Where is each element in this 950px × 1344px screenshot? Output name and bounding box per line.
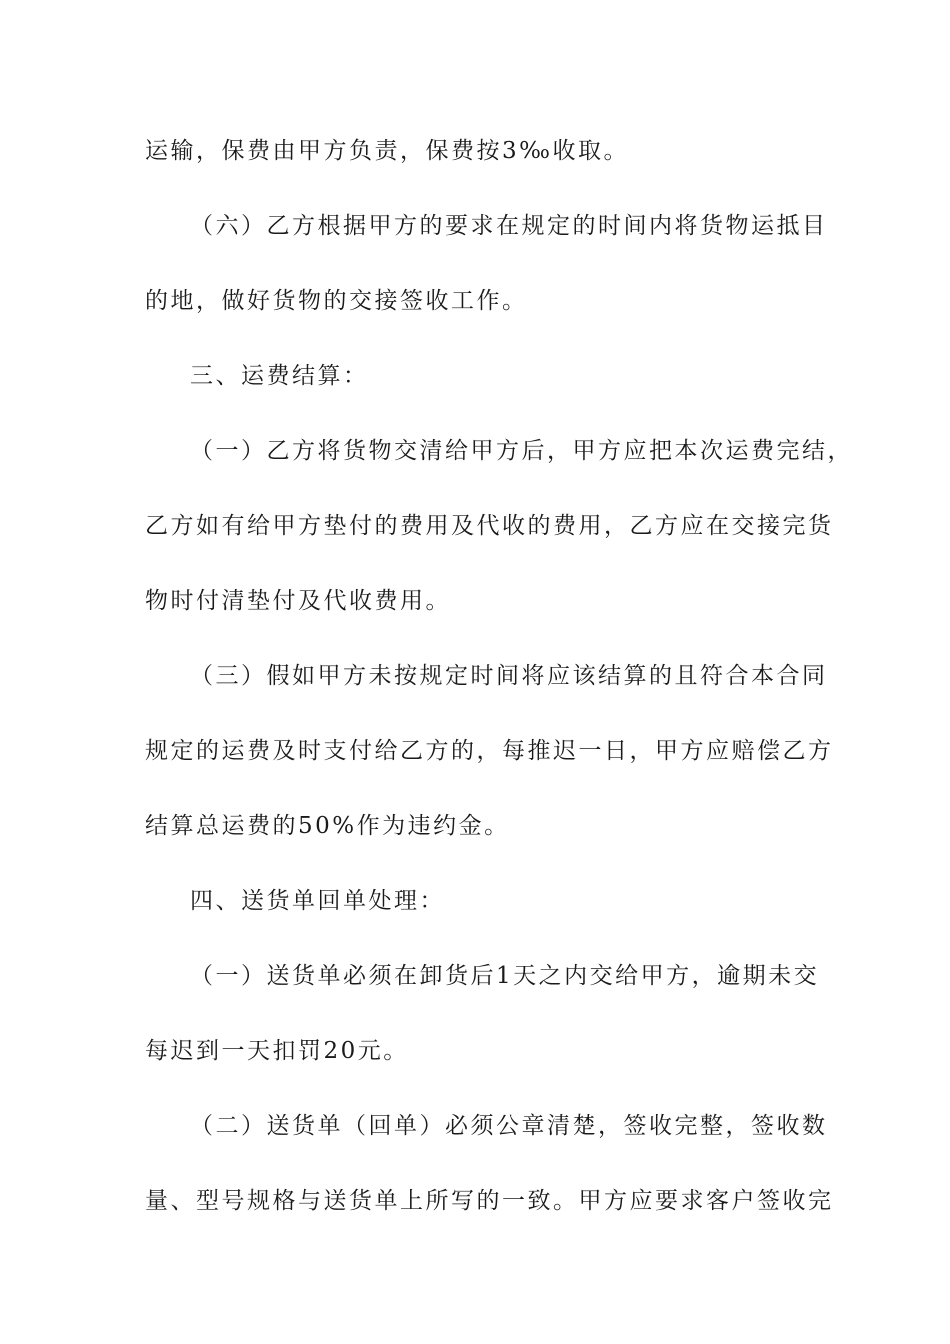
text-line: 规定的运费及时支付给乙方的，每推迟一日，甲方应赔偿乙方 xyxy=(145,738,834,764)
text-line: （六）乙方根据甲方的要求在规定的时间内将货物运抵目 xyxy=(190,213,828,239)
text-line: 运输，保费由甲方负责，保费按3‰收取。 xyxy=(145,138,629,164)
text-line: 每迟到一天扣罚20元。 xyxy=(145,1038,409,1064)
text-line: （一）送货单必须在卸货后1天之内交给甲方，逾期未交 xyxy=(190,963,820,989)
text-line: 乙方如有给甲方垫付的费用及代收的费用，乙方应在交接完货 xyxy=(145,513,834,539)
text-line: 结算总运费的50%作为违约金。 xyxy=(145,813,510,839)
text-line: 量、型号规格与送货单上所写的一致。甲方应要求客户签收完 xyxy=(145,1188,834,1214)
section-heading: 三、运费结算： xyxy=(190,363,369,389)
text-line: （一）乙方将货物交清给甲方后，甲方应把本次运费完结， xyxy=(190,438,853,464)
text-line: 的地，做好货物的交接签收工作。 xyxy=(145,288,528,314)
text-line: 物时付清垫付及代收费用。 xyxy=(145,588,451,614)
text-line: （二）送货单（回单）必须公章清楚，签收完整，签收数 xyxy=(190,1113,828,1139)
text-line: （三）假如甲方未按规定时间将应该结算的且符合本合同 xyxy=(190,663,828,689)
section-heading: 四、送货单回单处理： xyxy=(190,888,445,914)
